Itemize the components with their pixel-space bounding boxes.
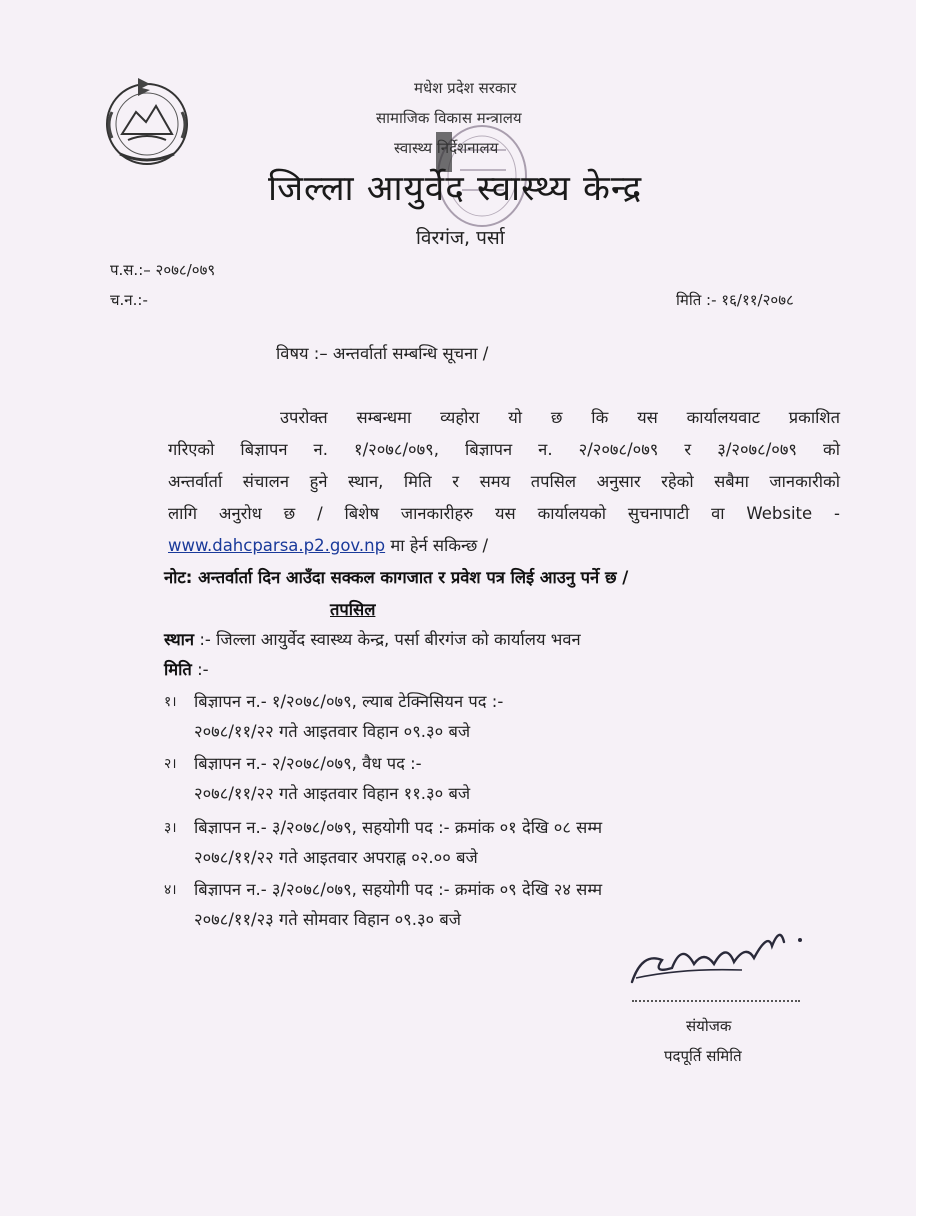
- dispatch-number: च.न.:-: [110, 291, 148, 309]
- date-label-suffix: :-: [191, 660, 209, 679]
- venue-line: [164, 624, 581, 656]
- header-government: मधेश प्रदेश सरकार: [414, 79, 517, 97]
- list-item-number: ३।: [164, 820, 177, 836]
- paragraph-text: मा हेर्न सकिन्छ /: [385, 536, 489, 555]
- list-item-number: ४।: [164, 882, 177, 898]
- nepal-emblem-icon: [98, 72, 196, 170]
- list-item-time: २०७८/११/२२ गते आइतवार अपराह्न ०२.०० बजे: [194, 848, 478, 867]
- list-item-time: २०७८/११/२३ गते सोमवार विहान ०९.३० बजे: [194, 910, 462, 929]
- website-link[interactable]: www.dahcparsa.p2.gov.np: [168, 536, 386, 555]
- paragraph-line: गरिएको बिज्ञापन न. १/२०७८/०७९, बिज्ञापन न. २/२०७८/०७९ र ३/२०७८/०७९ को: [168, 440, 840, 459]
- signature-line: [632, 988, 800, 1002]
- list-item-post: बिज्ञापन न.- २/२०७८/०७९, वैध पद :-: [194, 754, 422, 773]
- letter-date: मिति :- १६/११/२०७८: [676, 291, 794, 309]
- header-directorate: स्वास्थ्य निर्देशनालय: [394, 139, 499, 157]
- page-margin: [916, 0, 940, 1216]
- list-item-post: बिज्ञापन न.- ३/२०७८/०७९, सहयोगी पद :- क्रमांक ०९ देखि २४ सम्म: [194, 880, 603, 899]
- header-ministry: सामाजिक विकास मन्त्रालय: [376, 109, 522, 127]
- list-item-number: २।: [164, 756, 177, 772]
- paragraph-line: उपरोक्त सम्बन्धमा व्यहोरा यो छ कि यस कार्यालयवाट प्रकाशित: [280, 408, 840, 427]
- list-item-time: २०७८/११/२२ गते आइतवार विहान ०९.३० बजे: [194, 722, 471, 741]
- venue-value: :- जिल्ला आयुर्वेद स्वास्थ्य केन्द्र, पर्सा बीरगंज को कार्यालय भवन: [194, 630, 581, 649]
- page-title: जिल्ला आयुर्वेद स्वास्थ्य केन्द्र: [268, 169, 643, 209]
- reference-number: प.स.:– २०७८/०७९: [110, 261, 216, 279]
- list-item-post: बिज्ञापन न.- ३/२०७८/०७९, सहयोगी पद :- क्रमांक ०१ देखि ०८ सम्म: [194, 818, 603, 837]
- list-item-number: १।: [164, 694, 177, 710]
- date-label-line: [164, 654, 209, 686]
- list-item-time: २०७८/११/२२ गते आइतवार विहान ११.३० बजे: [194, 784, 471, 803]
- list-item-post: बिज्ञापन न.- १/२०७८/०७९, ल्याब टेक्निसियन पद :-: [194, 692, 504, 711]
- date-label: मिति: [164, 660, 192, 679]
- subject-line: विषय :– अन्तर्वार्ता सम्बन्धि सूचना /: [276, 344, 489, 363]
- paragraph-line: लागि अनुरोध छ / बिशेष जानकारीहरु यस कार्यालयको सुचनापाटी वा Website -: [168, 504, 840, 523]
- header-location: विरगंज, पर्सा: [416, 227, 505, 249]
- signatory-committee: पदपूर्ति समिति: [664, 1047, 742, 1065]
- note-line: नोट: अन्तर्वार्ता दिन आउँदा सक्कल कागजात र प्रवेश पत्र लिई आउनु पर्ने छ /: [164, 568, 629, 587]
- paragraph-line: [168, 530, 488, 562]
- schedule-heading: तपसिल: [330, 600, 376, 619]
- signatory-role: संयोजक: [686, 1017, 732, 1035]
- venue-label: स्थान: [164, 630, 195, 649]
- paragraph-line: अन्तर्वार्ता संचालन हुने स्थान, मिति र समय तपसिल अनुसार रहेको सबैमा जानकारीको: [168, 472, 840, 491]
